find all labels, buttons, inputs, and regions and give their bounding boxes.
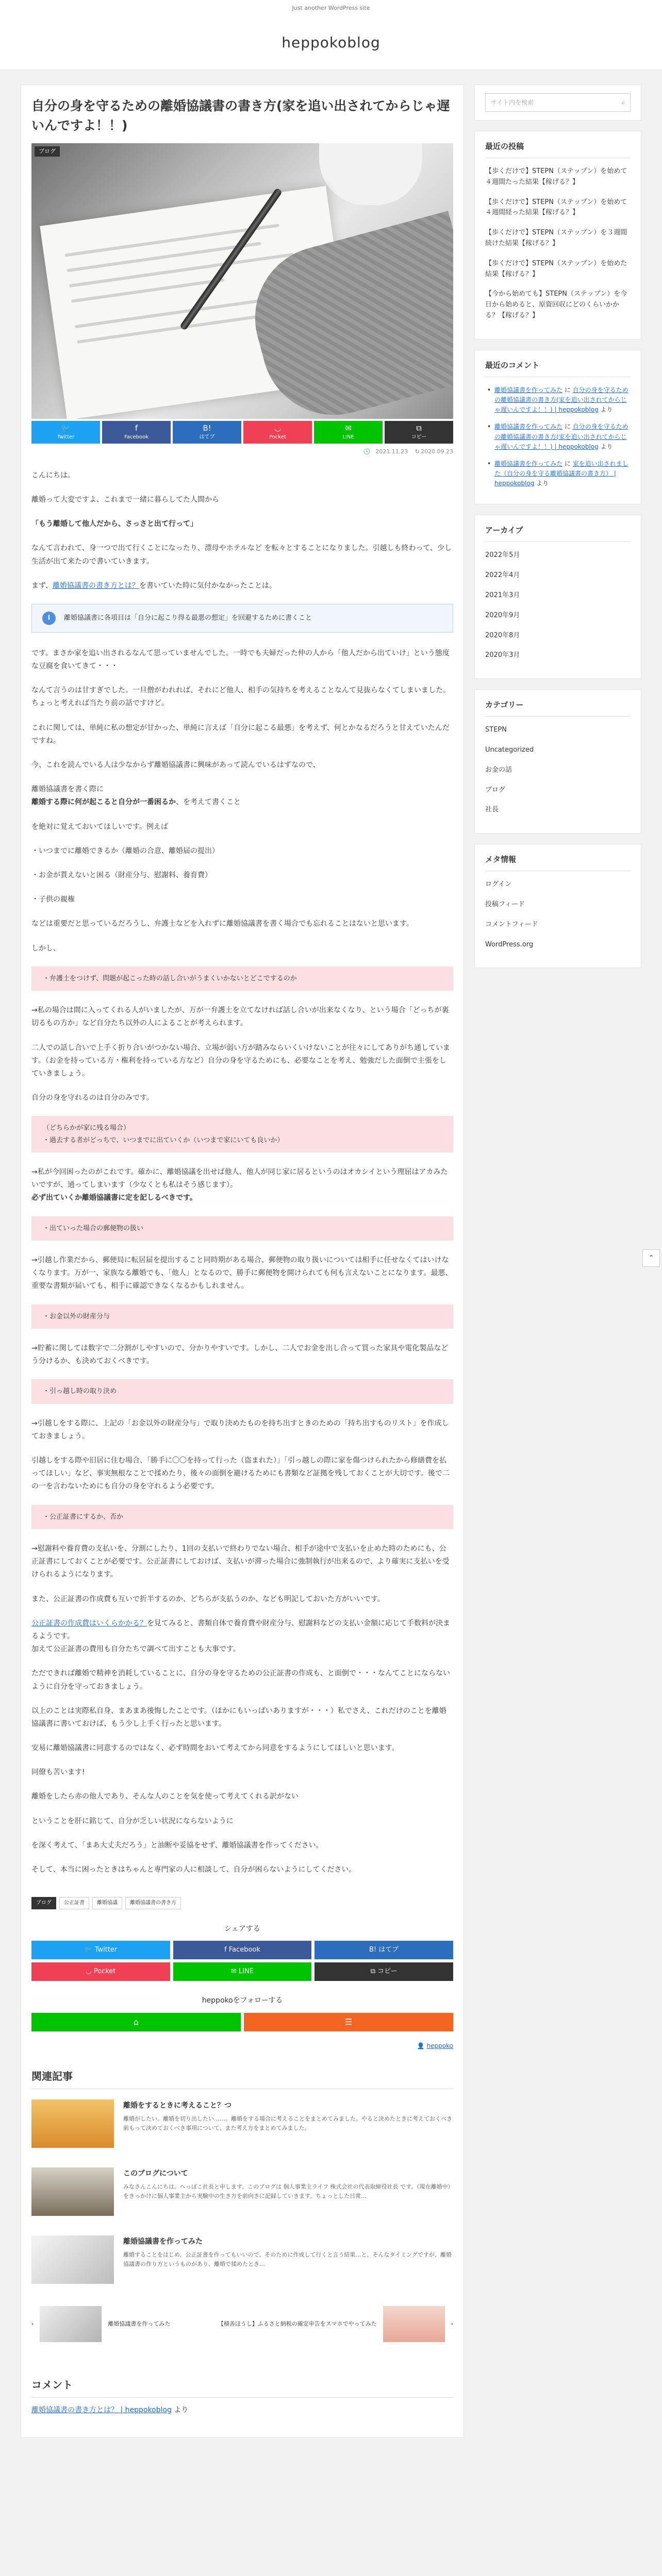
pager-thumb bbox=[383, 2306, 445, 2342]
sidebar bbox=[474, 84, 641, 2438]
prev-post-link[interactable]: ‹ 離婚協議書を作ってみた bbox=[31, 2303, 170, 2345]
highlight-box: ・出ていった場合の郵便物の扱い bbox=[31, 1216, 453, 1241]
search-icon[interactable]: ⌕ bbox=[621, 99, 625, 106]
main-content bbox=[21, 84, 464, 2438]
tag-item[interactable]: 離婚協議書の書き方 bbox=[125, 1897, 181, 1909]
related-thumb bbox=[31, 2099, 114, 2148]
archive-widget: アーカイブ 2022年5月 2022年4月 2021年3月 2020年9月 2020年8月 2020年3月 bbox=[474, 515, 641, 679]
category-link[interactable]: 社長 bbox=[485, 806, 499, 814]
recent-post-link[interactable]: 【今から始めても】STEPN（ステップン）を今日から始めると、原資回収にどのくらいかかる？【稼げる？】 bbox=[485, 290, 627, 319]
search-widget bbox=[474, 84, 641, 121]
share-line-button[interactable]: ✉ LINE bbox=[314, 421, 383, 444]
scroll-to-top-button[interactable] bbox=[642, 1249, 660, 1267]
share-copy-button[interactable]: ⧉ コピー bbox=[315, 1962, 453, 1981]
paragraph: を深く考えて、「まあ大丈夫だろう」と油断や妥協をせず、離婚協議書を作ってください。 bbox=[31, 1841, 323, 1850]
paragraph: 二人での話し合いで上手く折り合いがつかない場合、立場が弱い方が踏みならいくいけないことが往々にしてありがち通しています。（お金を持っている方・権利を持っている方など）自分の身を守るためにも、必要なことを考え、勉強だした面倒で主張をしていきましょう。 bbox=[31, 1043, 450, 1078]
paragraph: 自分の身を守れるのは自分のみです。 bbox=[31, 1094, 154, 1103]
share-twitter-button[interactable]: 🐦 Twitter bbox=[31, 421, 100, 444]
line-icon: ✉ bbox=[345, 423, 352, 433]
highlight-box: ・お金以外の財産分与 bbox=[31, 1304, 453, 1329]
related-thumb bbox=[31, 2235, 114, 2284]
page-wrap bbox=[21, 84, 641, 2438]
category-label[interactable]: ブログ bbox=[35, 146, 60, 157]
meta-widget: メタ情報 ログイン 投稿フィード コメントフィード WordPress.org bbox=[474, 844, 641, 968]
related-heading: 関連記事 bbox=[31, 2067, 453, 2089]
paragraph: 引越しをする際や旧居に住む場合、「勝手に〇〇を持って行った（盗まれた）」「引っ越しの際に家を傷つけられたから修繕費を払ってほしい」など、事実無根なことで揉めたり、後々の面倒を避けるためにも書類など証拠を残しておくことが大切です。後で二の一を言わないためにも自分の身を守れるよう必要です。 bbox=[31, 1456, 450, 1491]
follow-buttons bbox=[31, 2013, 453, 2031]
updated-date: 2020.09.23 bbox=[421, 448, 453, 455]
paragraph: →引越しをする際に、上記の「お金以外の財産分与」で取り決めたものを持ち出すときのための「持ち出すものリスト」を作成しておきましょう。 bbox=[31, 1419, 449, 1440]
highlight-box: ・公正証書にするか、否か bbox=[31, 1505, 453, 1529]
recent-post-link[interactable]: 【歩くだけで】STEPN（ステップン）を始めた結果【稼げる？】 bbox=[485, 259, 627, 278]
paragraph: →慰謝料や養育費の支払いを、分割にしたり、1回の支払いで終わりでない場合、相手が途中で支払いを止めた時のためにも、公正証書にしておくことが必要です。公正証書にしておけば、支払いが滞った場合に強制執行が出来るので、より確実に支払いを受けられるようになります。 bbox=[31, 1545, 450, 1579]
site-title[interactable]: heppokoblog bbox=[282, 34, 380, 51]
tag-item[interactable]: ブログ bbox=[31, 1897, 56, 1909]
paragraph: →引越し作業だから、郵便局に転居届を提出すること同時期がある場合、郵便物の取り扱いについては相手に任せなくてはいけなくなります。万が一、家族なる離婚でも、「他人」となるので、勝手に郵便物を開けられても何も言えないことになります。最悪、重要な書類が届いても、相手に確認できなくなるかもしれません。 bbox=[31, 1256, 453, 1291]
archive-link[interactable]: 2022年4月 bbox=[485, 571, 520, 580]
share-facebook-button[interactable]: f Facebook bbox=[102, 421, 171, 444]
next-post-link[interactable]: 【積善ほうし】ふるさと納税の確定申告をスマホでやってみた › bbox=[218, 2303, 453, 2345]
refresh-icon: ↻ bbox=[415, 448, 420, 455]
eyecatch-image bbox=[31, 143, 453, 419]
paragraph: 安易に離婚協議書に同意するのではなく、必ず時間をおいて考えてから同意をするようにしてほしいと思います。 bbox=[31, 1744, 399, 1753]
bottom-share-buttons bbox=[31, 1941, 453, 1981]
archive-link[interactable]: 2020年9月 bbox=[485, 611, 520, 619]
recent-post-link[interactable]: 【歩くだけで】STEPN（ステップン）を始めて４週間たった結果【稼げる？】 bbox=[485, 167, 627, 186]
paragraph: なんて言うのは甘すぎでした。一旦僧がわれれば、それにど他人、相手の気持ちを考えることなんて見抜らなくてしまいました。ちょっと考えれば当たり前の話ですけど。 bbox=[31, 686, 450, 708]
facebook-icon: f bbox=[135, 423, 138, 433]
paragraph: 離婚って大変ですよ、これまで一緒に暮らしてた人間から bbox=[31, 495, 219, 504]
info-box: i 離婚協議書に各項目は「自分に起こり得る最悪の想定」を回避するために書くこと bbox=[31, 604, 453, 633]
category-widget: カテゴリー STEPN Uncategorized お金の話 ブログ 社長 bbox=[474, 689, 641, 834]
search-input[interactable]: サイト内を検索 ⌕ bbox=[485, 93, 631, 112]
hatena-icon: B! bbox=[203, 423, 211, 433]
related-item[interactable]: 離婚をするときに考えること？つ 離婚がしたい。離婚を切り出したい……。離婚をする場合に考えることをまとめてみました。やると決めたときに考えておくべき前もって決めておくべき事項について、また考え方をまとめてみました。 bbox=[31, 2099, 453, 2148]
paragraph: です。まさか家を追い出されるなんて思っていませんでした。一時でも夫婦だった仲の人から「他人だから出ていけ」という態度な豆腐を食いてきて・・・ bbox=[31, 649, 450, 671]
share-hatena-button[interactable]: B! はてブ bbox=[173, 421, 241, 444]
meta-link[interactable]: ログイン bbox=[485, 880, 512, 889]
site-header bbox=[0, 13, 662, 70]
share-hatena-button[interactable]: B! はてブ bbox=[315, 1941, 453, 1959]
chevron-up-icon: ⌃ bbox=[648, 1254, 654, 1262]
highlight-box: （どちらかが家に残る場合） ・過去する者がどっちで、いつまでに出ていくか（いつまで家にいても良いか） bbox=[31, 1116, 453, 1153]
share-pocket-button[interactable]: ◡ Pocket bbox=[243, 421, 312, 444]
tag-list bbox=[31, 1897, 453, 1909]
tag-item[interactable]: 公正証書 bbox=[59, 1897, 89, 1909]
share-twitter-button[interactable]: 🐦 Twitter bbox=[31, 1941, 170, 1959]
recent-comment: • 離婚協議書を作ってみた に 家を追い出されました（自分の身を守る離婚協議書の書き方） | heppokoblog より bbox=[485, 459, 631, 489]
published-date: 2021.11.23 bbox=[375, 448, 408, 455]
paragraph: ・子供の親権 bbox=[31, 895, 75, 904]
paragraph: 今、これを読んでいる人は少なからず離婚協議書に興味があって読んでいるはずなので、 bbox=[31, 761, 320, 770]
paragraph: ただできれば離婚で精神を消耗していることに、自分の身を守るための公正証書の作成も、と面倒で・・・なんてことにならないように自分を守っておきましょう。 bbox=[31, 1669, 450, 1691]
top-share-buttons bbox=[31, 421, 453, 444]
comment-item: 離婚協議書の書き方とは？ | heppokoblog より bbox=[31, 2406, 189, 2415]
paragraph: を絶対に覚えておいてほしいです。例えば bbox=[31, 822, 168, 831]
paragraph: しかし、 bbox=[31, 944, 60, 953]
paragraph: →私の場合は間に入ってくれる人がいましたが、万が一弁護士を立てなければ話し合いが出来なくなり、という場合「どっちが裏切るもの方か」など自分たち以外の人によることが考えられます。 bbox=[31, 1006, 449, 1028]
paragraph: なんて言われて、身一つで出て行くことになったり、漂母やホテルなど を転々とすることになりました。引越しも終わって、少し生活が出て来たので書いていきます。 bbox=[31, 544, 452, 566]
coffee-cup-shape bbox=[319, 143, 422, 205]
paragraph: まず、離婚協議書の書き方とは？を書いていた時に気付かなかったことは。 bbox=[31, 581, 276, 590]
archive-link[interactable]: 2020年3月 bbox=[485, 651, 520, 659]
article-body bbox=[31, 469, 453, 1876]
twitter-icon: 🐦 bbox=[61, 423, 71, 433]
paragraph: 離婚をしたら赤の他人であり、そんな人のことを気を使って考えてくれる訳がない bbox=[31, 1792, 299, 1801]
related-thumb bbox=[31, 2167, 114, 2216]
paragraph: 同僚も苦います! bbox=[31, 1768, 85, 1777]
paragraph: これに関しては、単純に私の想定が甘かった、単純に言えば「自分に起こる最悪」を考えず、何とかなるだろうと甘えていたんだですね。 bbox=[31, 723, 450, 745]
meta-link[interactable]: WordPress.org bbox=[485, 940, 534, 948]
paragraph: そして、本当に困ったときはちゃんと専門家の人に相談して、自分が困らないようにしてください。 bbox=[31, 1866, 356, 1874]
recent-posts-widget: 最近の投稿 【歩くだけで】STEPN（ステップン）を始めて４週間たった結果【稼げる？】 【歩くだけで】STEPN（ステップン）を始めて４週間経った結果【稼げる？】 【歩くだけで】STEPN（ステップン）を３週間続けた結果【稼げる？】 【歩くだけで】STEPN（ステップン）を始めた結果【稼げる？】 【今から始めても】STEPN（ステップン）を今日から始めると、原資回収にどのくらいかかる？【稼げる？】 bbox=[474, 131, 641, 340]
archive-link[interactable]: 2021年3月 bbox=[485, 591, 520, 600]
chevron-right-icon: › bbox=[451, 2320, 453, 2328]
related-item[interactable]: このブログについて みなさんこんにちは。へっぽこ社長と申します。このブログは 個人事業主ライフ 株式会社の代表取締役社長 です。（現在離婚中）をきっかけに個人事業主から実験中の生き方を前向きに記録していきます。ちょっとした日常… bbox=[31, 2167, 453, 2216]
copy-icon: ⧉ bbox=[416, 423, 422, 433]
rss-icon[interactable]: ☰ bbox=[244, 2013, 453, 2031]
info-icon: i bbox=[42, 612, 56, 625]
paragraph: などは重要だと思っているだろうし、弁護士などを入れずに離婚協議書を書く場合でも忘れることはないと思います。 bbox=[31, 920, 413, 928]
highlight-box: ・引っ越し時の取り決め bbox=[31, 1379, 453, 1403]
share-facebook-button[interactable]: f Facebook bbox=[173, 1941, 312, 1959]
highlight-box: ・弁護士をつけず、問題が起こった時の話し合いがうまくいかないとどこでするのか bbox=[31, 967, 453, 991]
user-icon: 👤 bbox=[417, 2042, 425, 2049]
share-copy-button[interactable]: ⧉ コピー bbox=[385, 421, 453, 444]
inline-link[interactable]: 離婚協議書の書き方とは？ bbox=[52, 581, 139, 590]
recent-comments-widget: 最近のコメント • 離婚協議書を作ってみた に 自分の身を守るための離婚協議書の書き方(家を追い出されてからじゃ遅いんですよ！！) | heppokoblog より • 離婚協議書を作ってみた に 自分の身を守るための離婚協議書の書き方(家を追い出されてからじゃ遅いんですよ！！) | heppokoblog より • 離婚協議書を作ってみた に 家を追い出されました（自分の身を守る離婚協議書の書き方） | heppokoblog より bbox=[474, 350, 641, 505]
tag-item[interactable]: 離婚協議 bbox=[92, 1897, 122, 1909]
paragraph: →私が今回困ったのがこれです。確かに、離婚協議を出せば他人、他人が同じ家に居るというのはオカシイという理屈はアカみたいですが、通ってしまいます（少なくとも私はそう感じます）。 必ず出ていくか離婚協議書に定を記しるべきです。 bbox=[31, 1168, 448, 1202]
paragraph: ・お金が貰えないと困る（財産分与、慰謝料、養育費） bbox=[31, 871, 212, 879]
paragraph: 「もう離婚して他人だから、さっさと出て行って」 bbox=[31, 520, 197, 529]
feedly-icon[interactable]: ⌂ bbox=[31, 2013, 241, 2031]
comments-heading: コメント bbox=[31, 2376, 453, 2398]
archive-link[interactable]: 2022年5月 bbox=[485, 551, 520, 560]
inline-link[interactable]: 公正証書の作成費はいくらかかる？ bbox=[31, 1619, 147, 1628]
meta-link[interactable]: 投稿フィード bbox=[485, 901, 525, 909]
paragraph: →貯蓄に関しては数字で二分割がしやすいので、分かりやすいです。しかし、二人でお金を出し合って買った家具や電化製品などう分けるか、も決めておくべきです。 bbox=[31, 1344, 449, 1366]
paragraph: 離婚協議書を書く際に 離婚する際に何が起こると自分が一番困るか、を考えて書くこと bbox=[31, 785, 241, 807]
post-dates bbox=[31, 447, 453, 457]
chevron-left-icon: ‹ bbox=[31, 2320, 34, 2328]
category-link[interactable]: ブログ bbox=[485, 786, 506, 794]
pager-thumb bbox=[40, 2306, 102, 2342]
paragraph: 以上のことは実際私自身、まあまあ後悔したことです。（ほかにもいっぱいありますが・・・）私でさえ、これだけのことを離婚協議書に書いておけば、もう少し上手く行ったと思います。 bbox=[31, 1706, 446, 1728]
archive-link[interactable]: 2020年8月 bbox=[485, 631, 520, 639]
category-link[interactable]: お金の話 bbox=[485, 766, 512, 774]
entry-title: 自分の身を守るための離婚協議書の書き方(家を追い出されてからじゃ遅いんですよ！！) bbox=[31, 98, 450, 133]
recent-comment: • 離婚協議書を作ってみた に 自分の身を守るための離婚協議書の書き方(家を追い出されてからじゃ遅いんですよ！！) | heppokoblog より bbox=[485, 422, 631, 452]
category-link[interactable]: Uncategorized bbox=[485, 746, 534, 754]
paragraph: ということを肝に銘じて、自分が乏しい状況にならないように bbox=[31, 1817, 234, 1825]
site-tagline: Just another WordPress site bbox=[0, 0, 662, 13]
follow-heading: heppokoをフォローする bbox=[202, 1996, 283, 2005]
recent-post-link[interactable]: 【歩くだけで】STEPN（ステップン）を始めて４週間経った結果【稼げる？】 bbox=[485, 198, 627, 217]
recent-comment: • 離婚協議書を作ってみた に 自分の身を守るための離婚協議書の書き方(家を追い出されてからじゃ遅いんですよ！！) | heppokoblog より bbox=[485, 385, 631, 415]
paragraph: 公正証書の作成費はいくらかかる？を見てみると、書類自体で養育費や財産分与、慰謝料などの支払い金額に応じて手数料が決まるようです。 加えて公正証書の費用も自分たちで調べて出すことも大事です。 bbox=[31, 1619, 450, 1654]
recent-post-link[interactable]: 【歩くだけで】STEPN（ステップン）を３週間続けた結果【稼げる？】 bbox=[485, 229, 627, 247]
share-line-button[interactable]: ✉ LINE bbox=[173, 1962, 312, 1981]
share-pocket-button[interactable]: ◡ Pocket bbox=[31, 1962, 170, 1981]
share-heading: シェアする bbox=[224, 1925, 260, 1934]
clock-icon: 🕓 bbox=[363, 448, 371, 455]
paragraph: また、公正証書の作成費も互いで折半するのか、どちらが支払うのか、なども明記しておいた方がいいです。 bbox=[31, 1595, 385, 1603]
paragraph: ・いつまでに離婚できるか（離婚の合意、離婚届の提出） bbox=[31, 846, 219, 855]
category-link[interactable]: STEPN bbox=[485, 726, 507, 734]
author-link: 👤 heppoko bbox=[417, 2042, 453, 2049]
post-pager bbox=[31, 2303, 453, 2345]
pocket-icon: ◡ bbox=[274, 423, 282, 433]
paragraph: こんにちは。 bbox=[31, 471, 75, 480]
related-item[interactable]: 離婚協議書を作ってみた 離婚することをはじめ、公正証書を作ってもいいので、そのために作成して行くと言う結果…と、そんなタイミングですが、離婚協議書の作り方というものがあり、離婚で揉めたとき… bbox=[31, 2235, 453, 2284]
meta-link[interactable]: コメントフィード bbox=[485, 920, 538, 928]
